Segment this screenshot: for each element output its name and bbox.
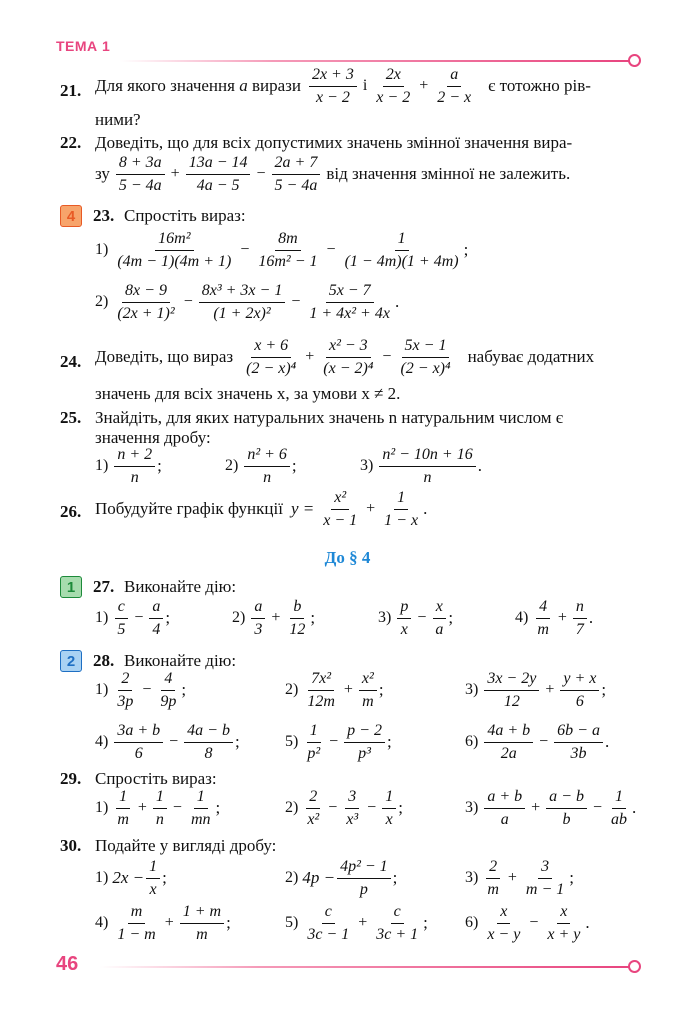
problem-text: від значення змінної не залежить. (326, 164, 571, 184)
fraction: $\frac{2a + 7}{5 - 4a}$ (272, 154, 321, 194)
expression-23-2: 2) $\frac{8x - 9}{\text{(2x + 1)²}}$ − $\frac{\text{8x³ + 3x − 1}}{\text{(1 + 2x)²}}$ − $\frac{5x - 7}{\text{1 + 4x² + 4x}}$ . (95, 282, 400, 322)
problem-text: значень для всіх значень x, за умови x ≠ 2. (95, 384, 401, 403)
problem-text: вирази (251, 76, 301, 96)
page-number: 46 (56, 953, 79, 975)
expression-27-4: 4) $\frac{4}{m}$ + $\frac{n}{7}$ . (515, 598, 594, 638)
problem-number: 26. (60, 502, 82, 521)
fraction: $\frac{2x + 3}{x - 2}$ (309, 66, 357, 106)
fraction: $\frac{\text{x²}}{x - 1}$ (323, 489, 358, 529)
problem-number: 23. (93, 206, 115, 225)
expression-25-2: 2) $\frac{\text{n² + 6}}{n}$ ; (225, 446, 297, 486)
expression-28-4: 4) $\frac{3a + b}{6}$ − $\frac{4a - b}{8}$ ; (95, 722, 240, 762)
expression-27-2: 2) $\frac{a}{3}$ + $\frac{b}{12}$ ; (232, 598, 316, 638)
fraction: $\frac{1}{1 - x}$ (384, 489, 419, 529)
problem-number: 25. (60, 408, 82, 427)
section-title: До § 4 (324, 548, 371, 567)
expression-30-4: 4) $\frac{m}{1 - m}$ + $\frac{1 + m}{m}$ ; (95, 903, 231, 943)
fraction: $\frac{2x}{x - 2}$ (376, 66, 411, 106)
expression-30-5: 5) $\frac{c}{3c - 1}$ + $\frac{c}{3c + 1}$ ; (285, 903, 428, 943)
problem-number: 29. (60, 769, 82, 788)
expression-28-6: 6) $\frac{4a + b}{2a}$ − $\frac{6b - a}{3b}$ . (465, 722, 610, 762)
fraction: $\frac{a}{2 - x}$ (437, 66, 472, 106)
fraction: $\frac{\text{x² − 3}}{\text{(x − 2)⁴}}$ (323, 337, 374, 377)
expression-27-1: 1) $\frac{c}{5}$ − $\frac{a}{4}$ ; (95, 598, 171, 638)
problem-text: і (362, 77, 368, 95)
problem-24: Доведіть, що вираз $\frac{x + 6}{\text{(2 − x)⁴}}$ + $\frac{\text{x² − 3}}{\text{(x − 2)⁴}}$ − $\frac{5x - 1}{\text{(2 − x)⁴}}$ набуває додатних (95, 337, 595, 377)
header-rule (120, 60, 630, 62)
fraction: $\frac{\text{n² − 10n + 16}}{n}$ (379, 446, 475, 486)
problem-26: Побудуйте графік функції y = $\frac{\text{x²}}{x - 1}$ + $\frac{1}{1 - x}$ . (95, 489, 428, 529)
expression-23-1: 1) $\frac{\text{16m²}}{(4m - 1)(4m + 1)}$ − $\frac{8m}{\text{16m² − 1}}$ − $\frac{1}{(1 - 4m)(1 + 4m)}$ ; (95, 230, 469, 270)
expression-30-6: 6) $\frac{x}{x - y}$ − $\frac{x}{x + y}$ . (465, 903, 590, 943)
expression-30-1: 1) 2x − $\frac{1}{x}$ ; (95, 858, 167, 898)
problem-number: 27. (93, 577, 115, 596)
problem-21: Для якого значення a вирази $\frac{2x + 3}{x - 2}$ і $\frac{2x}{x - 2}$ + $\frac{a}{2 - x}$ є тотожно рів- (95, 66, 591, 106)
problem-text: значення дробу: (95, 428, 211, 447)
problem-22-expression: зу $\frac{8 + 3a}{5 - 4a}$ + $\frac{13a - 14}{4a - 5}$ − $\frac{2a + 7}{5 - 4a}$ від значення змінної не залежить. (95, 154, 571, 194)
problem-text: Доведіть, що для всіх допустимих значень змінної значення вира- (95, 133, 573, 152)
problem-text: набуває додатних (467, 347, 595, 367)
expression-28-3: 3) $\frac{3x - 2y}{12}$ + $\frac{y + x}{6}$ ; (465, 670, 607, 710)
expression-28-5: 5) $\frac{1}{\text{p²}}$ − $\frac{p - 2}{\text{p³}}$ ; (285, 722, 392, 762)
expression-28-1: 1) $\frac{2}{3p}$ − $\frac{4}{9p}$ ; (95, 670, 187, 710)
fraction: $\frac{\text{16m²}}{(4m - 1)(4m + 1)}$ (117, 230, 232, 270)
expression-29-3: 3) $\frac{a + b}{a}$ + $\frac{a - b}{b}$ − $\frac{1}{ab}$ . (465, 788, 637, 828)
fraction: $\frac{8m}{\text{16m² − 1}}$ (258, 230, 318, 270)
expression-25-1: 1) $\frac{n + 2}{n}$ ; (95, 446, 162, 486)
problem-text: Для якого значення (95, 76, 235, 96)
problem-text: Подайте у вигляді дробу: (95, 836, 277, 855)
level-badge: 4 (60, 205, 82, 227)
problem-text: Спростіть вираз: (95, 769, 217, 788)
problem-text: Побудуйте графік функції (95, 499, 283, 519)
fraction: $\frac{1}{(1 - 4m)(1 + 4m)}$ (344, 230, 459, 270)
fraction: $\frac{13a - 14}{4a - 5}$ (186, 154, 251, 194)
expression-30-2: 2) 4p − $\frac{\text{4p² − 1}}{p}$ ; (285, 858, 398, 898)
problem-number: 21. (60, 81, 82, 100)
fraction: $\frac{5x - 7}{\text{1 + 4x² + 4x}}$ (309, 282, 390, 322)
expression-29-2: 2) $\frac{2}{\text{x²}}$ − $\frac{3}{\text{x³}}$ − $\frac{1}{x}$ ; (285, 788, 403, 828)
problem-text: Доведіть, що вираз (95, 347, 234, 367)
fraction: $\frac{5x - 1}{\text{(2 − x)⁴}}$ (400, 337, 451, 377)
problem-number: 28. (93, 651, 115, 670)
problem-text: ними? (95, 110, 141, 129)
problem-number: 24. (60, 352, 82, 371)
fraction: $\frac{\text{n² + 6}}{n}$ (244, 446, 290, 486)
fraction: $\frac{\text{8x³ + 3x − 1}}{\text{(1 + 2x)²}}$ (199, 282, 286, 322)
problem-number: 30. (60, 836, 82, 855)
fraction: $\frac{8x - 9}{\text{(2x + 1)²}}$ (117, 282, 175, 322)
problem-text: Виконайте дію: (124, 577, 237, 596)
footer-rule-dot (628, 960, 641, 973)
fraction: $\frac{n + 2}{n}$ (114, 446, 155, 486)
problem-text: є тотожно рів- (488, 76, 591, 96)
expression-28-2: 2) $\frac{\text{7x²}}{12m}$ + $\frac{\text{x²}}{m}$ ; (285, 670, 384, 710)
expression-27-3: 3) $\frac{p}{x}$ − $\frac{x}{a}$ ; (378, 598, 454, 638)
problem-text: Знайдіть, для яких натуральних значень n натуральним числом є (95, 408, 564, 427)
problem-text: Спростіть вираз: (124, 206, 246, 225)
theme-header: ТЕМА 1 (56, 38, 111, 54)
problem-text: Виконайте дію: (124, 651, 237, 670)
level-badge: 2 (60, 650, 82, 672)
fraction: $\frac{x + 6}{\text{(2 − x)⁴}}$ (246, 337, 297, 377)
fraction: $\frac{8 + 3a}{5 - 4a}$ (116, 154, 165, 194)
problem-text: зу (95, 164, 110, 184)
variable: a (239, 76, 248, 96)
expression-25-3: 3) $\frac{\text{n² − 10n + 16}}{n}$ . (360, 446, 482, 486)
expression-30-3: 3) $\frac{2}{m}$ + $\frac{3}{m - 1}$ ; (465, 858, 575, 898)
level-badge: 1 (60, 576, 82, 598)
problem-number: 22. (60, 133, 82, 152)
header-rule-dot (628, 54, 641, 67)
footer-rule (100, 966, 630, 968)
expression-29-1: 1) $\frac{1}{m}$ + $\frac{1}{n}$ − $\frac{1}{mn}$ ; (95, 788, 221, 828)
